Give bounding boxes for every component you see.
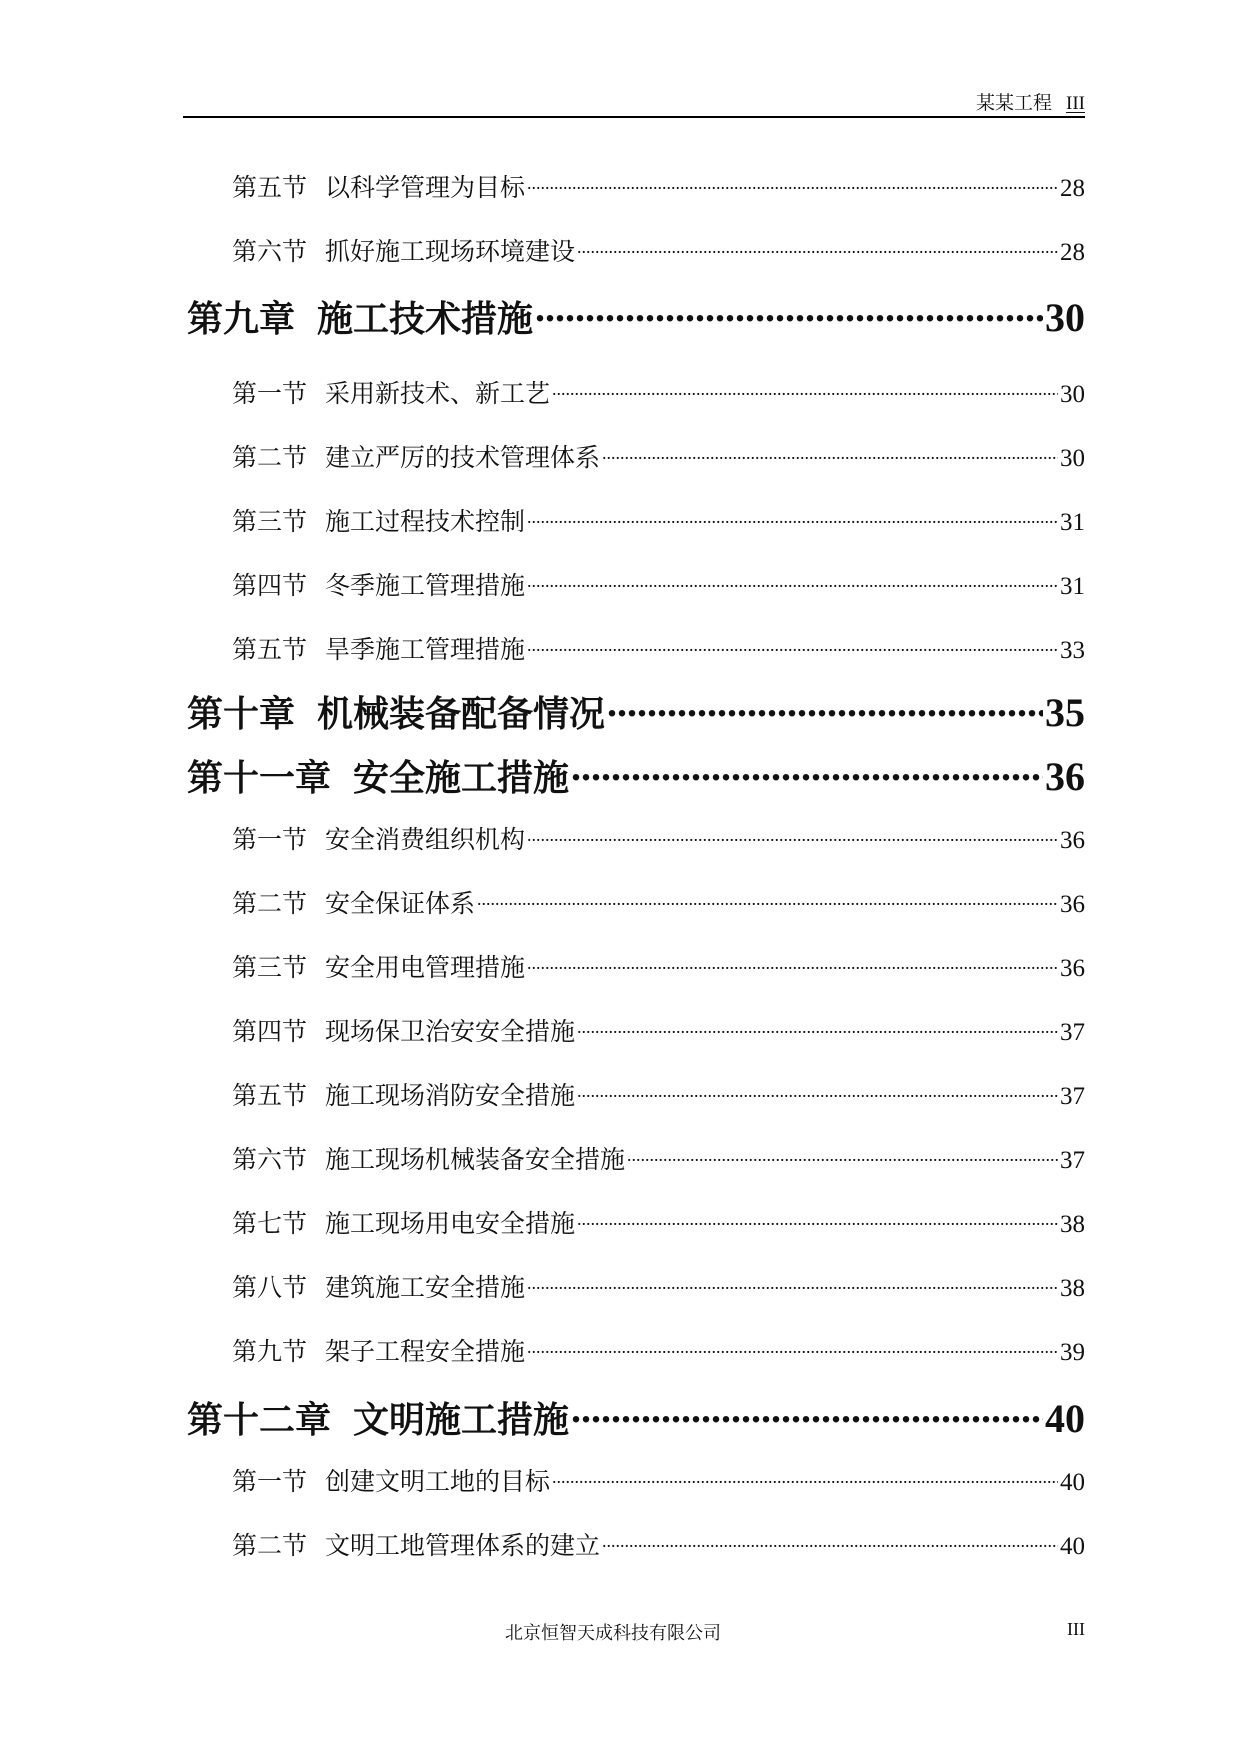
toc-entry-page: 40 xyxy=(1060,1533,1085,1560)
toc-section-entry[interactable] xyxy=(232,566,1085,602)
toc-entry-number: 第五节 xyxy=(232,1081,308,1110)
toc-entry-page: 37 xyxy=(1060,1019,1085,1046)
toc-entry-page: 30 xyxy=(1060,445,1085,472)
toc-entry-number: 第十一章 xyxy=(187,758,332,799)
toc-dot-leader xyxy=(571,754,1043,790)
toc-entry-number: 第二节 xyxy=(232,889,308,918)
toc-chapter-entry[interactable] xyxy=(187,750,1085,801)
toc-entry-title: 机械装备配备情况 xyxy=(317,694,606,735)
toc-entry-number: 第六节 xyxy=(232,237,308,266)
toc-dot-leader xyxy=(602,1529,1058,1554)
toc-section-entry[interactable] xyxy=(232,820,1085,856)
toc-entry-title: 现场保卫治安安全措施 xyxy=(325,1017,576,1046)
toc-dot-leader xyxy=(527,569,1058,594)
toc-entry-number: 第一节 xyxy=(232,825,308,854)
toc-entry-title: 旱季施工管理措施 xyxy=(325,635,526,664)
toc-dot-leader xyxy=(577,1079,1058,1104)
toc-entry-number: 第一节 xyxy=(232,379,308,408)
toc-entry-number: 第九节 xyxy=(232,1337,308,1366)
toc-entry-page: 40 xyxy=(1045,1396,1085,1441)
toc-entry-page: 31 xyxy=(1060,509,1085,536)
toc-entry-title: 施工过程技术控制 xyxy=(325,507,526,536)
toc-entry-number: 第十二章 xyxy=(187,1400,332,1441)
toc-section-entry[interactable] xyxy=(232,502,1085,538)
toc-chapter-entry[interactable] xyxy=(187,686,1085,737)
toc-entry-page: 40 xyxy=(1060,1469,1085,1496)
toc-section-entry[interactable] xyxy=(232,1462,1085,1498)
toc-entry-number: 第七节 xyxy=(232,1209,308,1238)
toc-entry-title: 施工现场消防安全措施 xyxy=(325,1081,576,1110)
toc-section-entry[interactable] xyxy=(232,1204,1085,1240)
toc-entry-number: 第五节 xyxy=(232,635,308,664)
toc-section-entry[interactable] xyxy=(232,948,1085,984)
toc-section-entry[interactable] xyxy=(232,1012,1085,1048)
toc-dot-leader xyxy=(552,1465,1058,1490)
toc-entry-page: 38 xyxy=(1060,1275,1085,1302)
toc-entry-page: 30 xyxy=(1060,381,1085,408)
toc-entry-title: 施工技术措施 xyxy=(317,299,534,340)
header-page-number: III xyxy=(1066,93,1085,114)
toc-entry-title: 安全用电管理措施 xyxy=(325,953,526,982)
toc-entry-number: 第九章 xyxy=(187,299,296,340)
toc-entry-page: 36 xyxy=(1045,754,1085,799)
toc-dot-leader xyxy=(527,1335,1058,1360)
toc-entry-title: 施工现场用电安全措施 xyxy=(325,1209,576,1238)
toc-entry-number: 第一节 xyxy=(232,1467,308,1496)
toc-entry-page: 33 xyxy=(1060,637,1085,664)
toc-dot-leader xyxy=(602,441,1058,466)
toc-section-entry[interactable] xyxy=(232,1332,1085,1368)
toc-entry-title: 以科学管理为目标 xyxy=(325,173,526,202)
toc-chapter-entry[interactable] xyxy=(187,1392,1085,1443)
toc-entry-page: 28 xyxy=(1060,239,1085,266)
toc-entry-page: 36 xyxy=(1060,827,1085,854)
toc-dot-leader xyxy=(527,171,1058,196)
toc-entry-number: 第十章 xyxy=(187,694,296,735)
toc-entry-title: 安全消费组织机构 xyxy=(325,825,526,854)
toc-dot-leader xyxy=(535,295,1043,331)
toc-entry-title: 采用新技术、新工艺 xyxy=(325,379,551,408)
toc-entry-page: 35 xyxy=(1045,690,1085,735)
toc-entry-title: 文明工地管理体系的建立 xyxy=(325,1531,601,1560)
toc-entry-title: 架子工程安全措施 xyxy=(325,1337,526,1366)
toc-entry-title: 文明施工措施 xyxy=(353,1400,570,1441)
toc-section-entry[interactable] xyxy=(232,168,1085,204)
toc-entry-number: 第六节 xyxy=(232,1145,308,1174)
toc-dot-leader xyxy=(552,377,1058,402)
toc-entry-title: 抓好施工现场环境建设 xyxy=(325,237,576,266)
toc-dot-leader xyxy=(527,951,1058,976)
toc-entry-title: 安全保证体系 xyxy=(325,889,476,918)
toc-entry-number: 第二节 xyxy=(232,443,308,472)
toc-section-entry[interactable] xyxy=(232,630,1085,666)
toc-entry-title: 建筑施工安全措施 xyxy=(325,1273,526,1302)
toc-entry-page: 30 xyxy=(1045,295,1085,340)
toc-entry-page: 37 xyxy=(1060,1083,1085,1110)
toc-entry-number: 第八节 xyxy=(232,1273,308,1302)
toc-section-entry[interactable] xyxy=(232,438,1085,474)
toc-entry-number: 第三节 xyxy=(232,507,308,536)
toc-section-entry[interactable] xyxy=(232,374,1085,410)
toc-dot-leader xyxy=(627,1143,1058,1168)
toc-entry-page: 39 xyxy=(1060,1339,1085,1366)
toc-entry-title: 安全施工措施 xyxy=(353,758,570,799)
toc-dot-leader xyxy=(527,505,1058,530)
toc-entry-number: 第四节 xyxy=(232,1017,308,1046)
toc-section-entry[interactable] xyxy=(232,884,1085,920)
toc-entry-title: 冬季施工管理措施 xyxy=(325,571,526,600)
toc-dot-leader xyxy=(607,690,1043,726)
footer-company: 北京恒智天成科技有限公司 xyxy=(505,1623,721,1644)
toc-section-entry[interactable] xyxy=(232,1076,1085,1112)
toc-dot-leader xyxy=(527,823,1058,848)
toc-entry-page: 31 xyxy=(1060,573,1085,600)
toc-dot-leader xyxy=(577,1015,1058,1040)
toc-dot-leader xyxy=(577,235,1058,260)
toc-entry-page: 36 xyxy=(1060,891,1085,918)
toc-entry-page: 37 xyxy=(1060,1147,1085,1174)
toc-entry-page: 36 xyxy=(1060,955,1085,982)
toc-entry-number: 第二节 xyxy=(232,1531,308,1560)
toc-entry-number: 第五节 xyxy=(232,173,308,202)
toc-dot-leader xyxy=(577,1207,1058,1232)
toc-entry-title: 创建文明工地的目标 xyxy=(325,1467,551,1496)
header-title: 某某工程 xyxy=(976,92,1053,114)
toc-chapter-entry[interactable] xyxy=(187,291,1085,342)
toc-entry-number: 第三节 xyxy=(232,953,308,982)
toc-entry-title: 建立严厉的技术管理体系 xyxy=(325,443,601,472)
toc-section-entry[interactable] xyxy=(232,1268,1085,1304)
toc-dot-leader xyxy=(527,1271,1058,1296)
toc-entry-page: 28 xyxy=(1060,175,1085,202)
toc-dot-leader xyxy=(477,887,1058,912)
toc-section-entry[interactable] xyxy=(232,1526,1085,1562)
toc-entry-number: 第四节 xyxy=(232,571,308,600)
toc-dot-leader xyxy=(571,1396,1043,1432)
toc-section-entry[interactable] xyxy=(232,1140,1085,1176)
toc-dot-leader xyxy=(527,633,1058,658)
toc-entry-page: 38 xyxy=(1060,1211,1085,1238)
toc-section-entry[interactable] xyxy=(232,232,1085,268)
footer-page-number: III xyxy=(1067,1619,1085,1639)
toc-entry-title: 施工现场机械装备安全措施 xyxy=(325,1145,626,1174)
